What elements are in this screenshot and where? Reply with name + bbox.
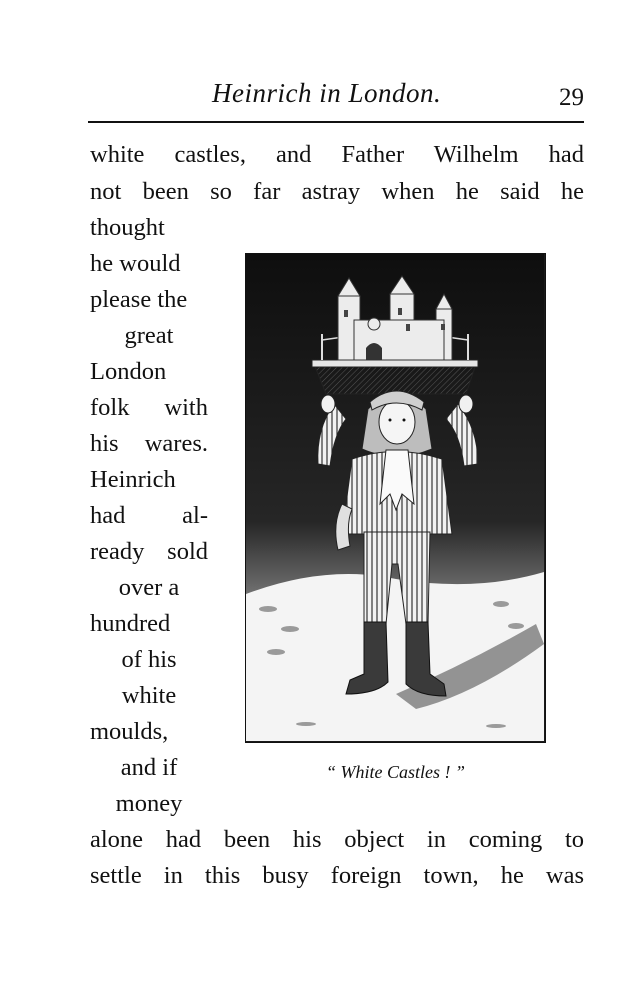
- wrap-line: London: [90, 358, 167, 385]
- wrap-line: folk with: [90, 394, 208, 421]
- illustration-figure: [245, 253, 546, 743]
- wrap-line: of his: [121, 646, 177, 673]
- wrap-line: hundred: [90, 610, 171, 637]
- body-line: settle in this busy foreign town, he was: [90, 862, 584, 889]
- boy-with-castle-illustration: [246, 254, 544, 741]
- body-line: alone had been his object in coming to: [90, 826, 584, 853]
- wrap-line: moulds,: [90, 718, 169, 745]
- running-title: Heinrich in London.: [212, 78, 442, 108]
- body-line: white castles, and Father Wilhelm had: [90, 141, 584, 168]
- figure-caption-text: “ White Castles ! ”: [325, 762, 465, 782]
- body-line: not been so far astray when he said he: [90, 178, 584, 205]
- wrap-line: please the: [90, 286, 188, 313]
- wrap-line: had al-: [90, 502, 208, 529]
- wrap-line: he would: [90, 250, 181, 277]
- wrap-line: and if: [120, 754, 178, 781]
- wrap-line: Heinrich: [90, 466, 176, 493]
- wrap-line: white: [121, 682, 177, 709]
- running-header: [90, 78, 584, 118]
- page-number: 29: [559, 84, 584, 111]
- wrap-line: thought: [90, 214, 165, 241]
- wrap-line: over a: [118, 574, 180, 601]
- wrap-line: money: [115, 790, 183, 817]
- header-rule: [88, 121, 584, 123]
- wrap-line: great: [124, 322, 174, 349]
- wrap-line: his wares.: [90, 430, 208, 457]
- figure-caption: [245, 762, 546, 783]
- wrap-line: ready sold: [90, 538, 208, 565]
